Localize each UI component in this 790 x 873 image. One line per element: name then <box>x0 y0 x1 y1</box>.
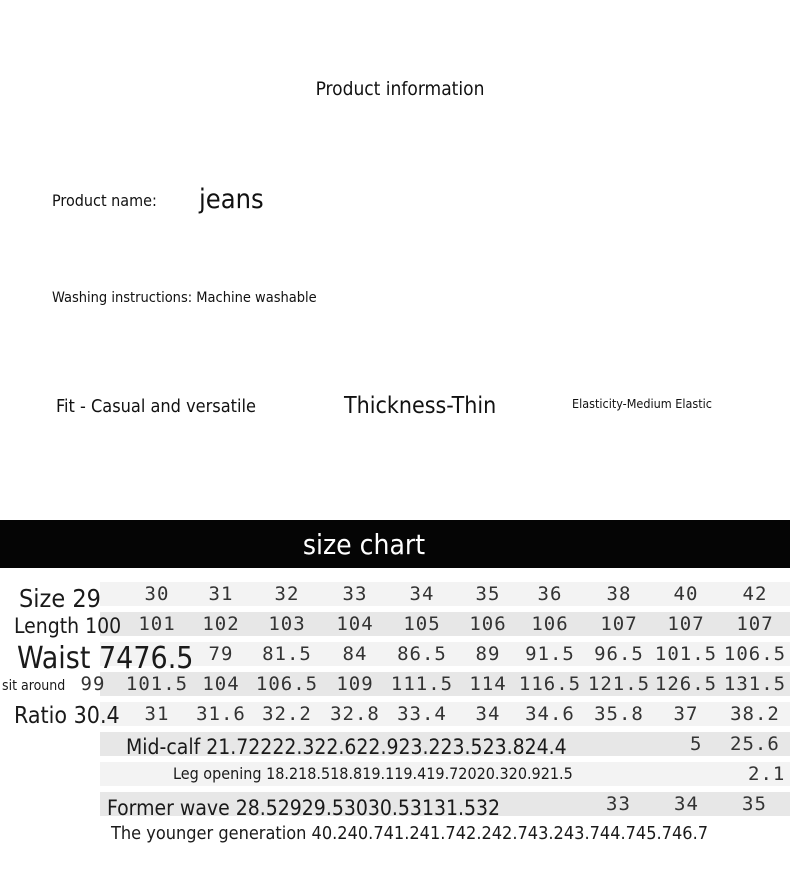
table-cell: 104 <box>336 613 374 635</box>
row-label: Size 29 <box>19 584 101 613</box>
leg-opening-label: Leg opening 18.218.518.819.119.419.72020.320.921.5 <box>173 764 573 783</box>
table-cell: 91.5 <box>525 643 575 665</box>
former-wave-label: Former wave 28.52929.53030.53131.532 <box>107 796 501 820</box>
table-cell: 31 <box>208 583 234 605</box>
table-cell: 114 <box>469 673 507 695</box>
table-cell: 102 <box>202 613 240 635</box>
table-cell: 40 <box>673 583 699 605</box>
table-cell: 34 <box>674 793 699 815</box>
table-cell: 34.6 <box>525 703 575 725</box>
washing-instructions: Washing instructions: Machine washable <box>52 290 317 306</box>
table-cell: 33 <box>606 793 631 815</box>
table-cell: 5 <box>690 733 703 755</box>
table-cell: 31 <box>144 703 170 725</box>
table-cell: 35.8 <box>594 703 644 725</box>
table-row <box>0 641 790 676</box>
table-cell: 25.6 <box>730 733 780 755</box>
table-cell: 34 <box>409 583 435 605</box>
table-cell: 32.2 <box>262 703 312 725</box>
table-cell: 35 <box>475 583 501 605</box>
table-cell: 105 <box>403 613 441 635</box>
size-chart-table <box>0 578 790 848</box>
table-cell: 31.6 <box>196 703 246 725</box>
table-cell: 106 <box>469 613 507 635</box>
table-cell: 101.5 <box>125 673 189 695</box>
table-cell: 81.5 <box>262 643 312 665</box>
table-cell: 109 <box>336 673 374 695</box>
table-cell: 101.5 <box>654 643 718 665</box>
table-cell: 79 <box>208 643 234 665</box>
table-cell: 101 <box>138 613 176 635</box>
row-label: Ratio 30.4 <box>14 703 120 729</box>
table-row <box>0 611 790 641</box>
table-cell: 32 <box>274 583 300 605</box>
fit-info: Fit - Casual and versatile <box>56 396 256 417</box>
product-info-title: Product information <box>315 78 485 100</box>
elasticity-info: Elasticity-Medium Elastic <box>572 396 712 411</box>
table-cell: 106.5 <box>255 673 319 695</box>
table-cell: 42 <box>742 583 768 605</box>
table-cell: 131.5 <box>723 673 787 695</box>
table-cell: 34 <box>475 703 501 725</box>
midcalf-label: Mid-calf 21.72222.322.622.923.223.523.824.4 <box>126 735 567 759</box>
table-cell: 86.5 <box>397 643 447 665</box>
table-cell: 32.8 <box>330 703 380 725</box>
table-cell: 106 <box>531 613 569 635</box>
size-chart-title: size chart <box>302 528 426 561</box>
younger-generation-label: The younger generation 40.240.741.241.742.242.743.243.744.745.746.7 <box>111 823 709 844</box>
table-cell: 33.4 <box>397 703 447 725</box>
table-cell: 126.5 <box>654 673 718 695</box>
table-cell: 38 <box>606 583 632 605</box>
table-cell: 37 <box>673 703 699 725</box>
table-cell: 103 <box>268 613 306 635</box>
table-cell: 107 <box>600 613 638 635</box>
table-row <box>0 701 790 731</box>
row-label: sit around <box>2 678 66 694</box>
row-label: Waist 7476.5 <box>17 641 194 676</box>
table-cell: 36 <box>537 583 563 605</box>
row-label: Length 100 <box>14 614 122 638</box>
table-cell: 84 <box>342 643 368 665</box>
table-cell: 89 <box>475 643 501 665</box>
table-row <box>0 581 790 611</box>
table-cell: 106.5 <box>723 643 787 665</box>
table-cell: 111.5 <box>390 673 454 695</box>
table-cell: 116.5 <box>518 673 582 695</box>
table-cell: 121.5 <box>587 673 651 695</box>
thickness-info: Thickness-Thin <box>344 393 497 419</box>
table-cell: 107 <box>667 613 705 635</box>
product-name-value: jeans <box>199 184 264 215</box>
table-cell: 107 <box>736 613 774 635</box>
product-name-label: Product name: <box>52 191 157 210</box>
table-cell: 38.2 <box>730 703 780 725</box>
table-row <box>0 671 790 701</box>
table-cell: 99 <box>80 673 106 695</box>
table-cell: 2.1 <box>748 763 786 785</box>
table-cell: 35 <box>742 793 767 815</box>
table-cell: 96.5 <box>594 643 644 665</box>
table-cell: 30 <box>144 583 170 605</box>
table-cell: 33 <box>342 583 368 605</box>
table-cell: 104 <box>202 673 240 695</box>
